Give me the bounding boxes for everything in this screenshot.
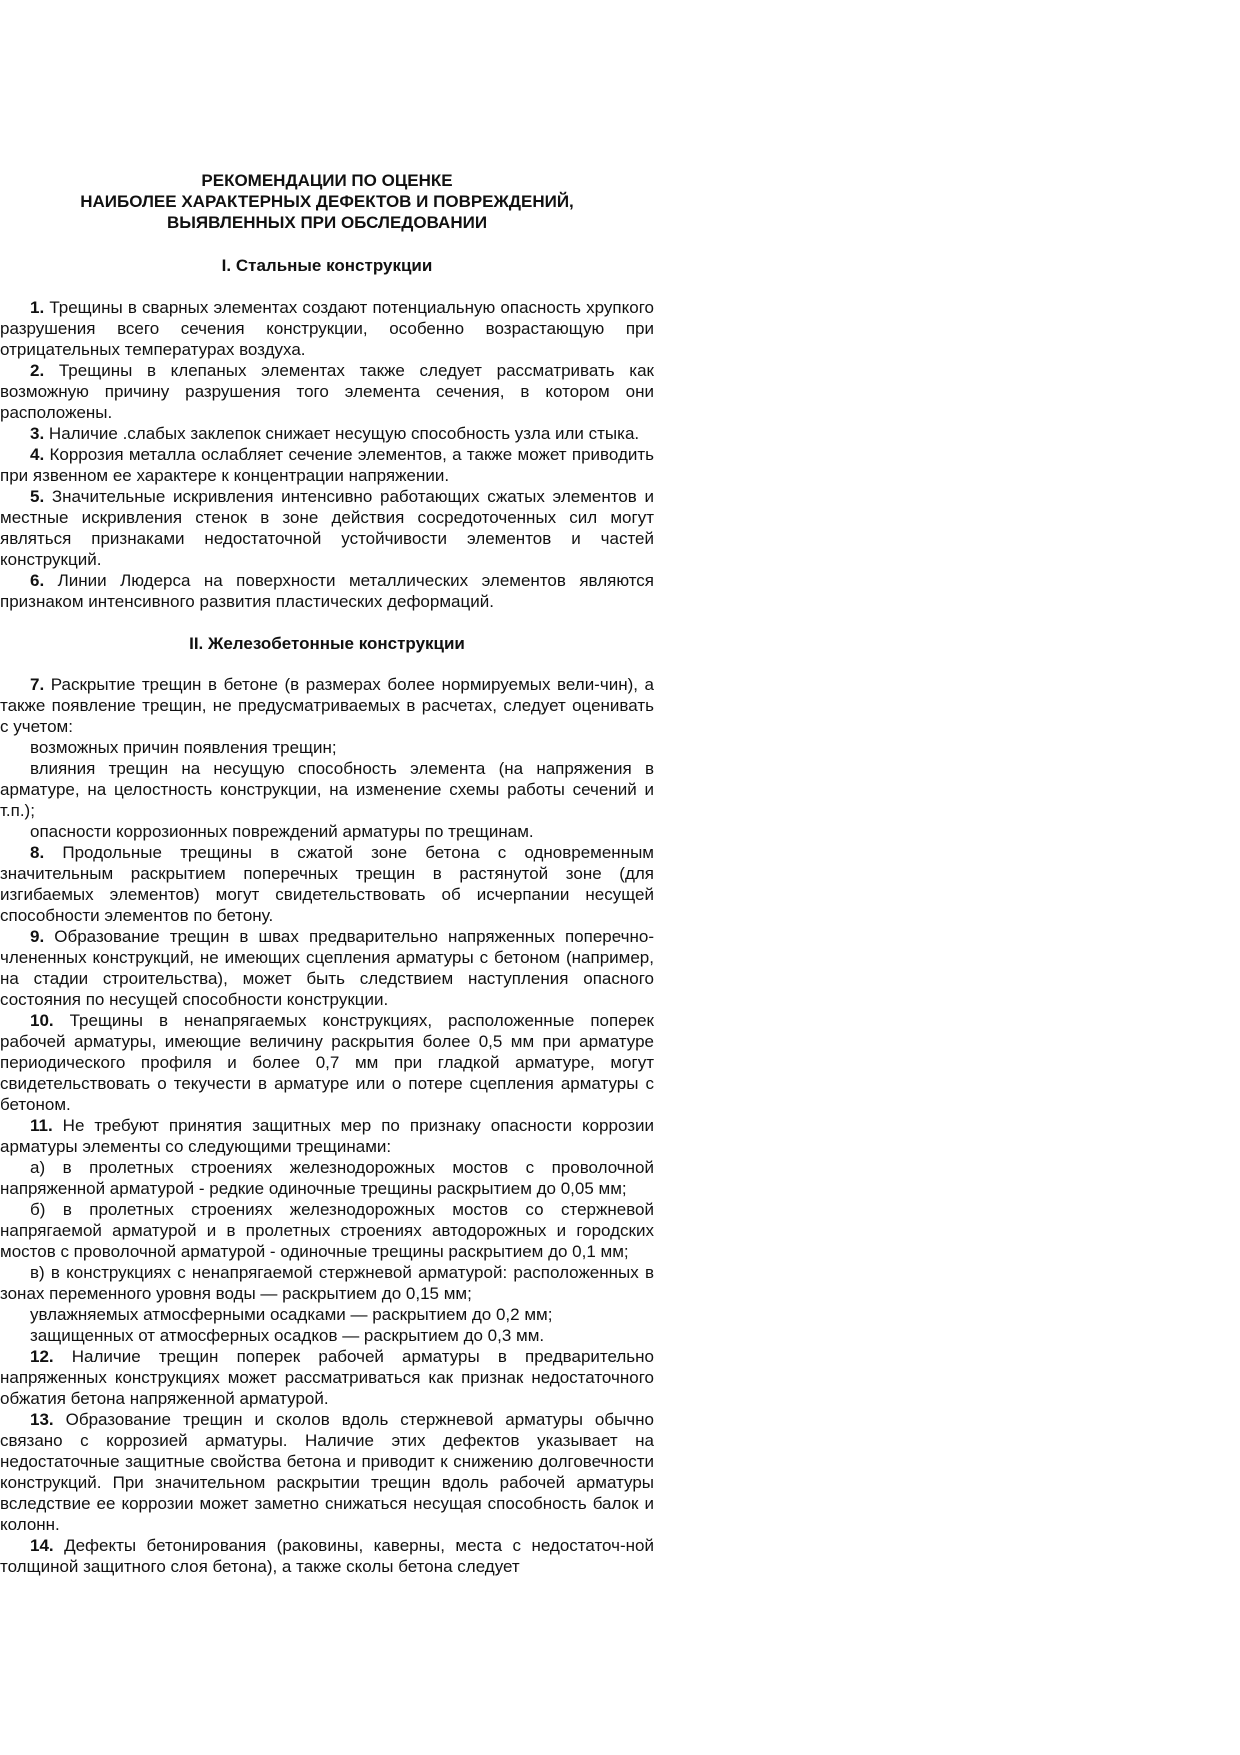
document-page bbox=[0, 170, 654, 1577]
list-item: 2. Трещины в клепаных элементах также следует рассматривать как возможную причину разрушения того элемента сечения, в котором они расположены. bbox=[0, 361, 654, 422]
list-item: 7. Раскрытие трещин в бетоне (в размерах более нормируемых вели-чин), а также появление трещин, не предусматриваемых в расчетах, следует оценивать с учетом: bbox=[0, 675, 654, 736]
document-title bbox=[0, 170, 654, 233]
list-item: увлажняемых атмосферными осадками — раскрытием до 0,2 мм; bbox=[30, 1305, 553, 1324]
section-concrete-body bbox=[0, 674, 654, 1577]
title-line-3: ВЫЯВЛЕННЫХ ПРИ ОБСЛЕДОВАНИИ bbox=[166, 213, 488, 232]
title-line-1: РЕКОМЕНДАЦИИ ПО ОЦЕНКЕ bbox=[201, 171, 453, 190]
list-item: 4. Коррозия металла ослабляет сечение элементов, а также может приводить при язвенном ее характере к концентрации напряжении. bbox=[0, 445, 654, 485]
title-line-2: НАИБОЛЕЕ ХАРАКТЕРНЫХ ДЕФЕКТОВ И ПОВРЕЖДЕНИЙ, bbox=[80, 192, 574, 211]
list-item: 11. Не требуют принятия защитных мер по признаку опасности коррозии арматуры элементы со следующими трещинами: bbox=[0, 1116, 654, 1156]
list-item: 3. Наличие .слабых заклепок снижает несущую способность узла или стыка. bbox=[30, 424, 640, 443]
list-item: опасности коррозионных повреждений арматуры по трещинам. bbox=[30, 822, 534, 841]
section-heading-concrete: II. Железобетонные конструкции bbox=[189, 634, 465, 653]
list-item: защищенных от атмосферных осадков — раскрытием до 0,3 мм. bbox=[30, 1326, 545, 1345]
list-item: б) в пролетных строениях железнодорожных мостов со стержневой напрягаемой арматурой и в пролетных строениях автодорожных и городских мостов с проволочной арматурой - одиночные трещины раскрытием до 0,1 мм; bbox=[0, 1200, 654, 1261]
list-item: возможных причин появления трещин; bbox=[30, 738, 337, 757]
list-item: 5. Значительные искривления интенсивно работающих сжатых элементов и местные искривления стенок в зоне действия сосредоточенных сил могут являться признаками недостаточной устойчивости элементов и частей конструкций. bbox=[0, 487, 654, 569]
section-steel-body bbox=[0, 297, 654, 612]
list-item: 8. Продольные трещины в сжатой зоне бетона с одновременным значительным раскрытием поперечных трещин в растянутой зоне (для изгибаемых элементов) могут свидетельствовать об исчерпании несущей способности элементов по бетону. bbox=[0, 843, 654, 925]
list-item: 13. Образование трещин и сколов вдоль стержневой арматуры обычно связано с коррозией арматуры. Наличие этих дефектов указывает на недостаточные защитные свойства бетона и приводит к снижению долговечности конструкций. При значительном раскрытии трещин вдоль рабочей арматуры вследствие ее коррозии может заметно снижаться несущая способность балок и колонн. bbox=[0, 1410, 654, 1534]
list-item: влияния трещин на несущую способность элемента (на напряжения в арматуре, на целостность конструкции, на изменение схемы работы сечений и т.п.); bbox=[0, 759, 654, 820]
list-item: 6. Линии Людерса на поверхности металлических элементов являются признаком интенсивного развития пластических деформаций. bbox=[0, 571, 654, 611]
list-item: 9. Образование трещин в швах предварительно напряженных поперечно-члененных конструкций, не имеющих сцепления арматуры с бетоном (например, на стадии строительства), может быть следствием наступления опасного состояния по несущей способности конструкции. bbox=[0, 927, 654, 1009]
list-item: 14. Дефекты бетонирования (раковины, каверны, места с недостаточ-ной толщиной защитного слоя бетона), а также сколы бетона следует bbox=[0, 1536, 654, 1576]
list-item: а) в пролетных строениях железнодорожных мостов с проволочной напряженной арматурой - редкие одиночные трещины раскрытием до 0,05 мм; bbox=[0, 1158, 654, 1198]
list-item: в) в конструкциях с ненапрягаемой стержневой арматурой: расположенных в зонах переменного уровня воды — раскрытием до 0,15 мм; bbox=[0, 1263, 654, 1303]
list-item: 10. Трещины в ненапрягаемых конструкциях, расположенные поперек рабочей арматуры, имеющие величину раскрытия более 0,5 мм при арматуре периодического профиля и более 0,7 мм при гладкой арматуре, могут свидетельствовать о текучести в арматуре или о потере сцепления арматуры с бетоном. bbox=[0, 1011, 654, 1114]
section-heading-steel: I. Стальные конструкции bbox=[221, 256, 433, 275]
list-item: 12. Наличие трещин поперек рабочей арматуры в предварительно напряженных конструкциях может рассматриваться как признак недостаточного обжатия бетона напряженной арматурой. bbox=[0, 1347, 654, 1408]
list-item: 1. Трещины в сварных элементах создают потенциальную опасность хрупкого разрушения всего сечения конструкции, особенно возрастающую при отрицательных температурах воздуха. bbox=[0, 298, 654, 359]
